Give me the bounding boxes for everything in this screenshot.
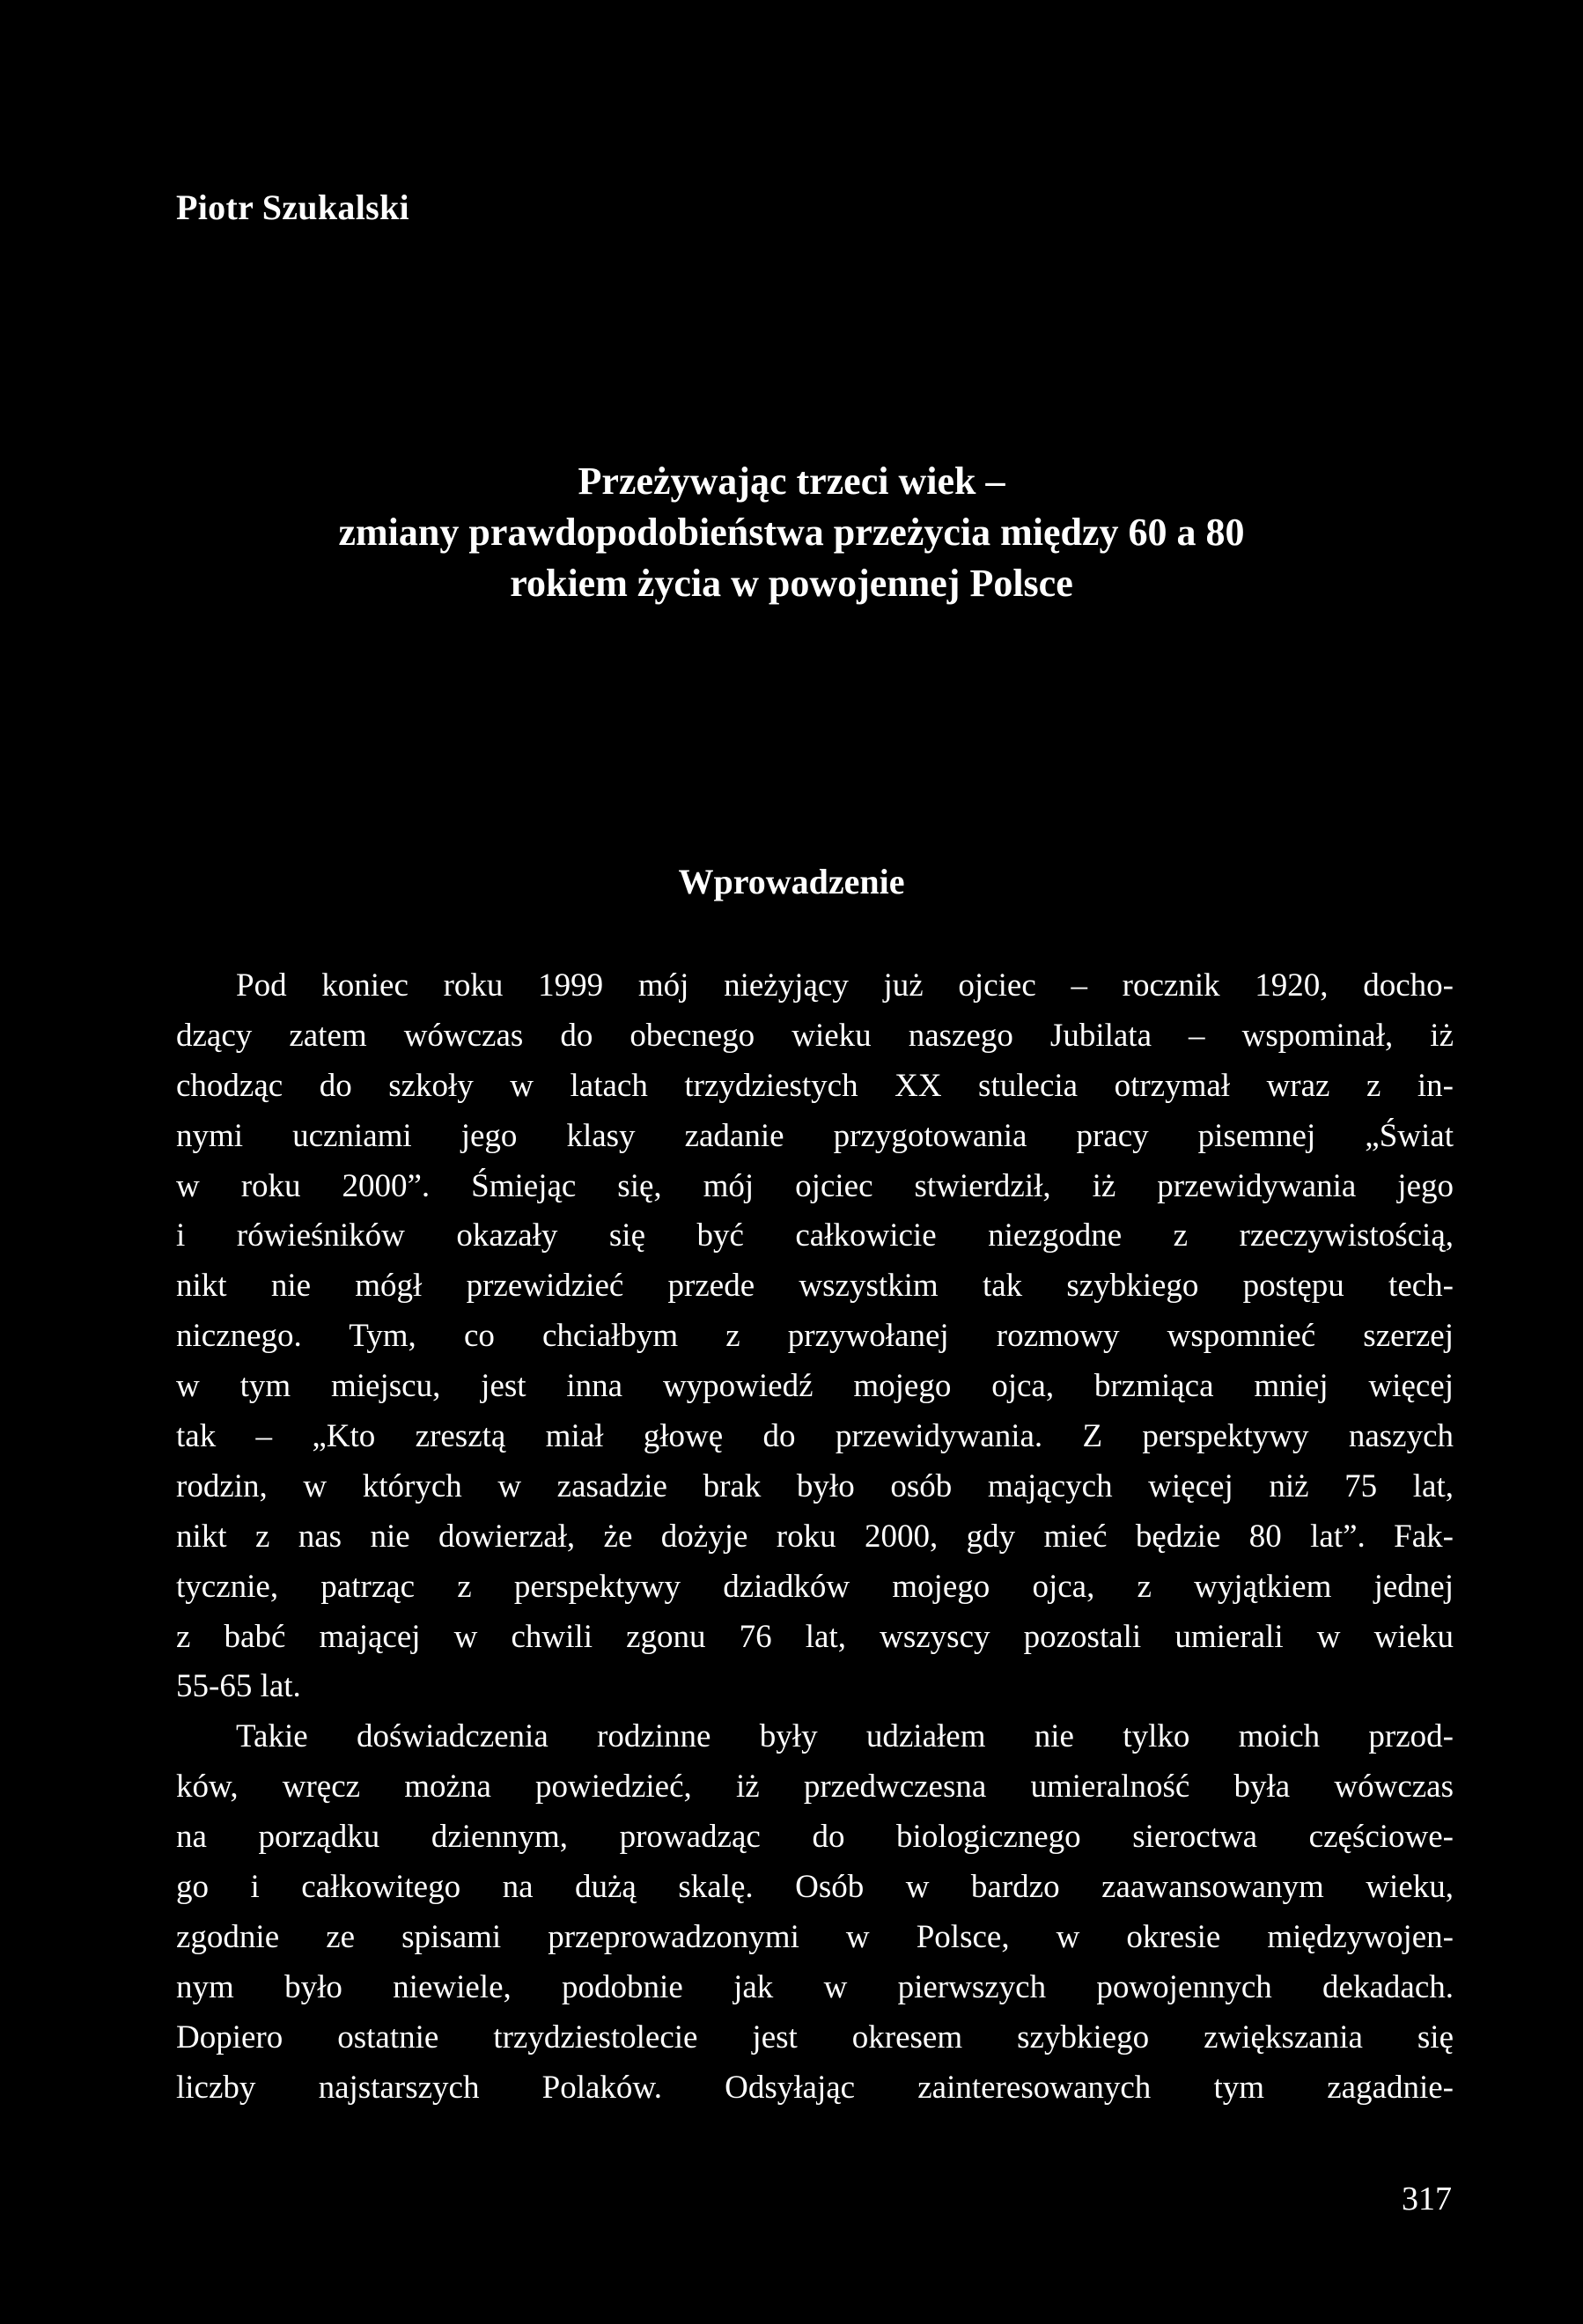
body-line: Pod koniec roku 1999 mój nieżyjący już ojciec – rocznik 1920, docho- — [236, 967, 1454, 1004]
section-heading: Wprowadzenie — [678, 862, 905, 901]
body-line: i rówieśników okazały się być całkowicie niezgodne z rzeczywistością, — [176, 1217, 1454, 1254]
body-line: liczby najstarszych Polaków. Odsyłając zainteresowanych tym zagadnie- — [176, 2069, 1454, 2106]
body-line: nikt z nas nie dowierzał, że dożyje roku 2000, gdy mieć będzie 80 lat”. Fak- — [176, 1518, 1454, 1555]
body-line: chodząc do szkoły w latach trzydziestych XX stulecia otrzymał wraz z in- — [176, 1067, 1454, 1104]
body-line: ków, wręcz można powiedzieć, iż przedwczesna umieralność była wówczas — [176, 1769, 1454, 1806]
title-line: zmiany prawdopodobieństwa przeżycia między 60 a 80 — [338, 511, 1245, 554]
body-line: rodzin, w których w zasadzie brak było osób mających więcej niż 75 lat, — [176, 1467, 1454, 1504]
body-line: go i całkowitego na dużą skalę. Osób w bardzo zaawansowanym wieku, — [176, 1869, 1454, 1906]
body-line: tycznie, patrząc z perspektywy dziadków mojego ojca, z wyjątkiem jednej — [176, 1568, 1454, 1605]
body-line: Takie doświadczenia rodzinne były udziałem nie tylko moich przod- — [236, 1718, 1454, 1755]
body-line: w roku 2000”. Śmiejąc się, mój ojciec stwierdził, iż przewidywania jego — [176, 1167, 1454, 1204]
title-line: Przeżywając trzeci wiek – — [578, 460, 1005, 503]
title-line: rokiem życia w powojennej Polsce — [510, 562, 1073, 605]
body-line: nym było niewiele, podobnie jak w pierwszych powojennych dekadach. — [176, 1968, 1454, 2005]
body-line: dzący zatem wówczas do obecnego wieku naszego Jubilata – wspominał, iż — [176, 1017, 1454, 1054]
body-line: nymi uczniami jego klasy zadanie przygotowania pracy pisemnej „Świat — [176, 1117, 1454, 1154]
page-number: 317 — [1402, 2181, 1452, 2217]
body-line: na porządku dziennym, prowadząc do biologicznego sieroctwa częściowe- — [176, 1819, 1454, 1856]
body-text — [176, 961, 1454, 2113]
body-line: zgodnie ze spisami przeprowadzonymi w Polsce, w okresie międzywojen- — [176, 1918, 1454, 1955]
body-line: nikt nie mógł przewidzieć przede wszystkim tak szybkiego postępu tech- — [176, 1268, 1454, 1305]
author-name: Piotr Szukalski — [176, 188, 409, 227]
article-title — [158, 456, 1425, 609]
body-line: nicznego. Tym, co chciałbym z przywołanej rozmowy wspomnieć szerzej — [176, 1318, 1454, 1355]
body-line: tak – „Kto zresztą miał głowę do przewidywania. Z perspektywy naszych — [176, 1418, 1454, 1455]
body-line: z babć mającej w chwili zgonu 76 lat, wszyscy pozostali umierali w wieku — [176, 1618, 1454, 1655]
body-line: 55-65 lat. — [176, 1668, 301, 1705]
body-line: Dopiero ostatnie trzydziestolecie jest okresem szybkiego zwiększania się — [176, 2019, 1454, 2056]
body-line: w tym miejscu, jest inna wypowiedź mojego ojca, brzmiąca mniej więcej — [176, 1368, 1454, 1405]
